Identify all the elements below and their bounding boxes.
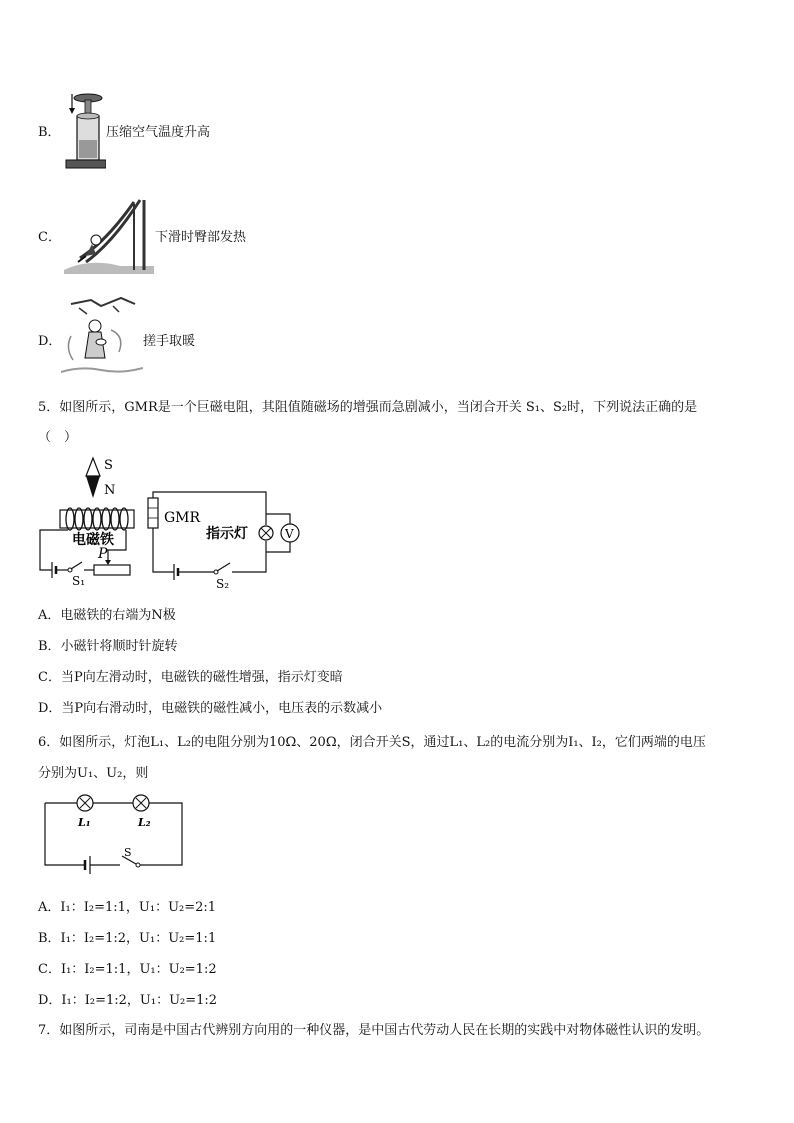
rheostat [94, 565, 130, 575]
label-n: N [104, 483, 116, 498]
switch-s1 [71, 562, 82, 569]
q6-option-a: A．I₁：I₂=1:1，U₁：U₂=2:1 [38, 900, 217, 915]
option-letter: C． [38, 230, 61, 245]
label-gmr: GMR [164, 510, 201, 526]
label-s: S [104, 458, 113, 473]
q5-option-d: D．当P向右滑动时，电磁铁的磁性减小，电压表的示数减小 [38, 701, 383, 716]
option-text: 搓手取暖 [143, 334, 196, 349]
electromagnet-circuit-figure [34, 454, 304, 592]
q6-stem-line2: 分别为U₁、U₂，则 [38, 766, 149, 781]
switch-s2 [217, 563, 230, 571]
option-letter: D． [38, 334, 62, 349]
q5-stem-line2: （ ） [38, 430, 78, 445]
needle-south-half [86, 458, 100, 476]
rubbing-hands-picture [61, 296, 143, 376]
label-s1: S₁ [72, 574, 86, 588]
label-v: V [285, 527, 294, 541]
label-l2: L₂ [138, 816, 151, 829]
option-letter: B． [38, 125, 61, 140]
q7-stem-line1: 7．如图所示，司南是中国古代辨别方向用的一种仪器，是中国古代劳动人民在长期的实践中对物体磁性认识的发明。 [38, 1023, 710, 1038]
gmr-resistor [148, 498, 158, 528]
label-indicator: 指示灯 [206, 526, 248, 542]
q5-option-a: A．电磁铁的右端为N极 [38, 608, 176, 623]
iron-core [60, 510, 134, 528]
q6-option-d: D．I₁：I₂=1:2，U₁：U₂=1:2 [38, 993, 218, 1008]
q6-option-b: B．I₁：I₂=1:2，U₁：U₂=1:1 [38, 931, 217, 946]
q5-option-b: B．小磁针将顺时针旋转 [38, 639, 178, 654]
label-s2: S₂ [216, 577, 230, 591]
label-electromagnet: 电磁铁 [72, 532, 114, 548]
q5-option-c: C．当P向左滑动时，电磁铁的磁性增强，指示灯变暗 [38, 670, 343, 685]
option-text: 下滑时臀部发热 [155, 230, 247, 245]
q6-stem-line1: 6．如图所示，灯泡L₁、L₂的电阻分别为10Ω、20Ω，闭合开关S，通过L₁、L₂的电流分别为I₁、I₂，它们两端的电压 [38, 735, 706, 750]
needle-north-half [86, 476, 100, 498]
q6-option-c: C．I₁：I₂=1:1，U₁：U₂=1:2 [38, 962, 217, 977]
option-text: 压缩空气温度升高 [106, 125, 211, 140]
slide-picture [60, 192, 154, 274]
q5-stem-line1: 5．如图所示，GMR是一个巨磁电阻，其阻值随磁场的增强而急剧减小，当闭合开关 S₁、S₂时，下列说法正确的是 [38, 400, 698, 415]
air-pump-picture [62, 88, 106, 174]
label-s: S [124, 846, 132, 859]
label-l1: L₁ [78, 816, 91, 829]
label-p: P [98, 546, 108, 562]
series-lamps-circuit-figure [40, 790, 188, 874]
